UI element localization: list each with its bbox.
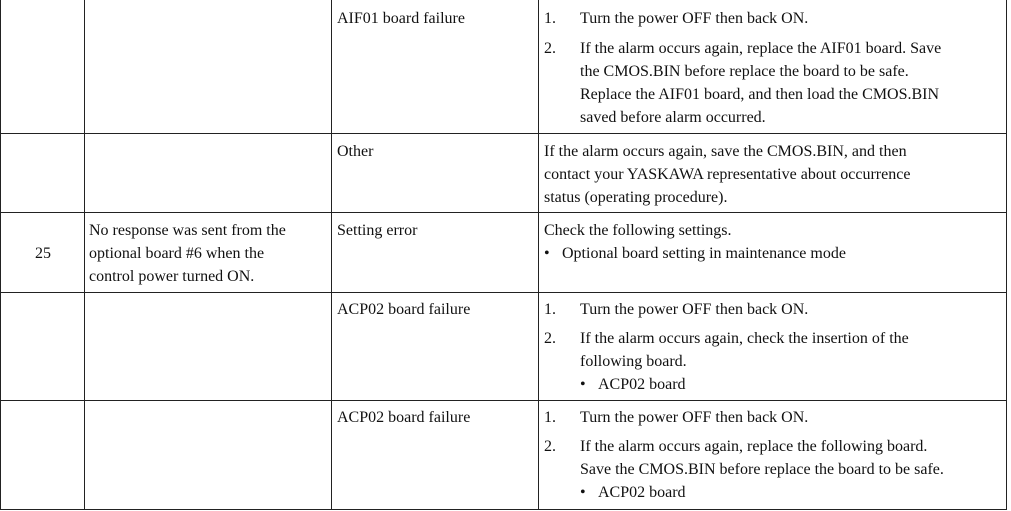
step-text: Replace the AIF01 board, and then load the CMOS.BIN [580, 86, 940, 103]
step-number: 1. [544, 301, 556, 318]
step-text: Save the CMOS.BIN before replace the board to be safe. [580, 461, 944, 478]
cause-text: AIF01 board failure [337, 10, 465, 27]
number-cell [0, 134, 84, 212]
cause-text: ACP02 board failure [337, 409, 471, 426]
description-text: No response was sent from the [89, 222, 286, 239]
table-row [0, 134, 1007, 213]
action-cell [538, 213, 1007, 292]
step-text: the CMOS.BIN before replace the board to be safe. [580, 63, 909, 80]
table-row [0, 213, 1007, 293]
action-text: Check the following settings. [544, 222, 732, 239]
step-text: saved before alarm occurred. [580, 109, 766, 126]
action-cell [538, 293, 1007, 400]
cause-cell [331, 401, 538, 509]
step-number: 1. [544, 409, 556, 426]
number-cell [0, 401, 84, 509]
bullet-icon: • [580, 376, 586, 393]
action-cell [538, 401, 1007, 509]
action-cell [538, 134, 1007, 212]
table-row [0, 0, 1007, 134]
alarm-number: 25 [35, 245, 51, 262]
cause-text: Setting error [337, 222, 418, 239]
bullet-text: ACP02 board [598, 484, 686, 501]
description-text: optional board #6 when the [89, 245, 265, 262]
table-row [0, 401, 1007, 510]
cause-cell [331, 134, 538, 212]
action-text: If the alarm occurs again, save the CMOS.BIN, and then [544, 143, 907, 160]
step-number: 2. [544, 330, 556, 347]
action-cell [538, 0, 1007, 133]
cause-text: Other [337, 143, 374, 160]
number-cell [0, 293, 84, 400]
action-text: status (operating procedure). [544, 189, 728, 206]
step-text: If the alarm occurs again, check the insertion of the [580, 330, 909, 347]
table-row [0, 293, 1007, 401]
action-text: contact your YASKAWA representative about occurrence [544, 166, 911, 183]
bullet-icon: • [580, 484, 586, 501]
cause-cell [331, 293, 538, 400]
step-number: 2. [544, 438, 556, 455]
description-cell [84, 0, 331, 133]
step-text: If the alarm occurs again, replace the following board. [580, 438, 928, 455]
cause-cell [331, 0, 538, 133]
bullet-text: Optional board setting in maintenance mode [562, 245, 846, 262]
description-cell [84, 293, 331, 400]
step-text: Turn the power OFF then back ON. [580, 301, 809, 318]
step-text: Turn the power OFF then back ON. [580, 409, 809, 426]
step-text: If the alarm occurs again, replace the AIF01 board. Save [580, 40, 942, 57]
description-cell [84, 134, 331, 212]
cause-cell [331, 213, 538, 292]
step-number: 2. [544, 40, 556, 57]
description-text: control power turned ON. [89, 268, 255, 285]
step-number: 1. [544, 10, 556, 27]
bullet-icon: • [544, 245, 550, 262]
step-text: following board. [580, 353, 687, 370]
description-cell [84, 213, 331, 292]
cause-text: ACP02 board failure [337, 301, 471, 318]
bullet-text: ACP02 board [598, 376, 686, 393]
number-cell [0, 213, 84, 292]
step-text: Turn the power OFF then back ON. [580, 10, 809, 27]
number-cell [0, 0, 84, 133]
description-cell [84, 401, 331, 509]
